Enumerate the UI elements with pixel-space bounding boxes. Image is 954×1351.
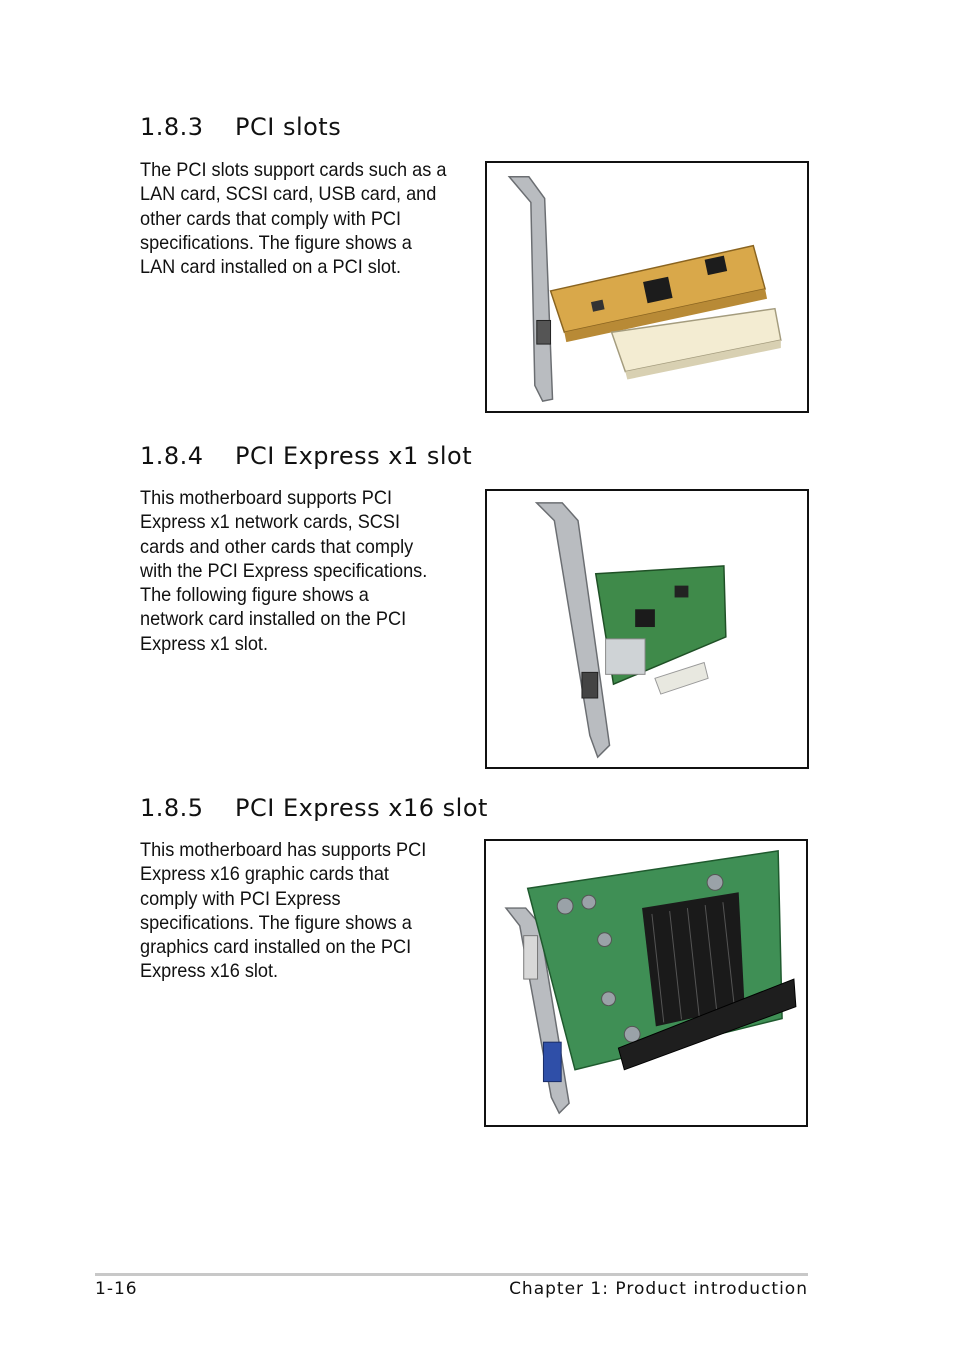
body-line: Express x16 graphic cards that <box>140 863 389 886</box>
body-line: Express x16 slot. <box>140 960 279 983</box>
lan-card-illustration <box>487 163 807 411</box>
body-line: LAN card installed on a PCI slot. <box>140 256 402 279</box>
figure-network-card-pcie-x1 <box>485 489 809 769</box>
body-line: Express x1 slot. <box>140 632 269 655</box>
body-line: specifications. The figure shows a <box>140 911 412 934</box>
body-line: This motherboard supports PCI <box>140 487 392 509</box>
section-body-pci-express-x16 <box>140 838 426 984</box>
section-number: 1.8.4 <box>140 442 204 470</box>
body-line: The following figure shows a <box>140 584 369 607</box>
body-line: This motherboard has supports PCI <box>140 839 427 861</box>
chapter-title: Chapter 1: Product introduction <box>509 1279 808 1299</box>
figure-lan-card-pci <box>485 161 809 413</box>
section-heading-pci-express-x1 <box>140 442 472 470</box>
figure-graphics-card-pcie-x16 <box>484 839 808 1127</box>
section-title: PCI Express x16 slot <box>235 794 488 822</box>
section-body-pci-express-x1 <box>140 486 427 656</box>
graphics-card-illustration <box>486 841 806 1125</box>
body-line: specifications. The figure shows a <box>140 231 412 254</box>
section-body-pci-slots <box>140 158 446 279</box>
section-heading-pci-express-x16 <box>140 794 488 822</box>
section-title: PCI Express x1 slot <box>235 442 473 470</box>
section-number: 1.8.3 <box>140 113 204 141</box>
body-line: LAN card, SCSI card, USB card, and <box>140 183 437 206</box>
body-line: Express x1 network cards, SCSI <box>140 511 401 534</box>
body-line: graphics card installed on the PCI <box>140 936 412 959</box>
page-number: 1-16 <box>95 1279 138 1299</box>
body-line: comply with PCI Express <box>140 887 341 910</box>
section-number: 1.8.5 <box>140 794 204 822</box>
body-line: cards and other cards that comply <box>140 535 414 558</box>
network-card-illustration <box>487 491 807 767</box>
body-line: other cards that comply with PCI <box>140 207 402 230</box>
footer-divider <box>95 1273 808 1276</box>
section-title: PCI slots <box>235 113 342 141</box>
body-line: The PCI slots support cards such as a <box>140 159 447 181</box>
body-line: with the PCI Express specifications. <box>140 559 428 582</box>
body-line: network card installed on the PCI <box>140 608 407 631</box>
section-heading-pci-slots <box>140 113 341 141</box>
